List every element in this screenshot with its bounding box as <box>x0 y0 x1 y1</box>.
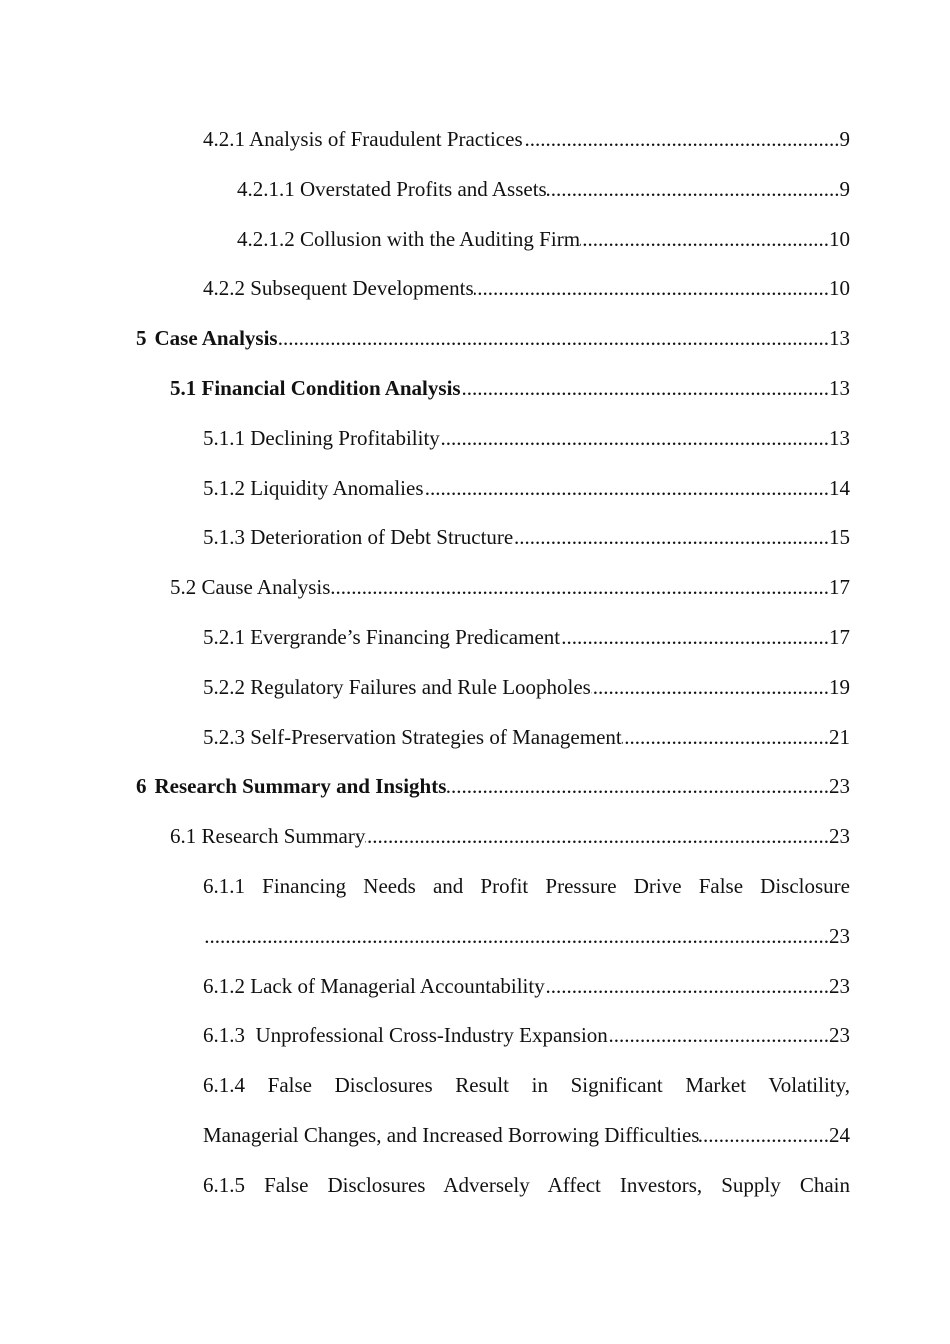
toc-entry-title: 5.1.2 Liquidity Anomalies <box>203 475 424 500</box>
toc-entry-page: 9 <box>839 127 850 151</box>
toc-entry[interactable] <box>0 524 950 574</box>
toc-entry-title: 5.1 Financial Condition Analysis <box>170 375 461 400</box>
toc-entry-page: 24 <box>829 1122 850 1147</box>
toc-entry[interactable] <box>0 126 950 176</box>
toc-entry[interactable] <box>0 275 950 325</box>
toc-entry-title-line2: Managerial Changes, and Increased Borrowing Difficulties <box>203 1122 700 1147</box>
toc-entry-title-line1: 6.1.4 False Disclosures Result in Significant Market Volatility, <box>203 1073 850 1098</box>
toc-entry-title: 5.1.3 Deterioration of Debt Structure <box>203 525 514 550</box>
toc-entry[interactable] <box>0 624 950 674</box>
toc-entry-title: 4.2.2 Subsequent Developments <box>203 276 474 301</box>
toc-entry[interactable] <box>0 475 950 525</box>
toc-chapter-entry[interactable] <box>0 325 950 375</box>
toc-entry-page: 23 <box>829 923 850 948</box>
toc-entry-page: 19 <box>829 674 850 699</box>
toc-entry-page: 13 <box>829 425 850 450</box>
toc-entry-title: 4.2.1.1 Overstated Profits and Assets <box>237 176 547 201</box>
dot-leader <box>560 624 829 650</box>
toc-entry-continuation[interactable] <box>0 1122 950 1172</box>
toc-entry[interactable] <box>0 823 950 873</box>
toc-entry-title: 6.1.3 Unprofessional Cross-Industry Expansion <box>203 1023 608 1048</box>
toc-entry-title: 4.2.1 Analysis of Fraudulent Practices <box>203 127 523 151</box>
chapter-number: 6 <box>136 774 147 799</box>
dot-leader <box>608 1022 829 1048</box>
toc-entry-title: Case Analysis <box>154 326 278 351</box>
toc-entry-page: 23 <box>829 774 850 799</box>
dot-leader <box>580 226 829 252</box>
toc-entry-page: 9 <box>839 176 850 201</box>
toc-entry-page: 21 <box>829 724 850 749</box>
dot-leader <box>622 724 829 750</box>
toc-entry-title: 5.2 Cause Analysis <box>170 575 331 600</box>
dot-leader <box>474 275 829 301</box>
toc-entry[interactable] <box>0 973 950 1023</box>
toc-entry-page: 15 <box>829 525 850 550</box>
toc-entry[interactable] <box>0 176 950 226</box>
toc-entry-page: 17 <box>829 624 850 649</box>
toc-entry-page: 17 <box>829 575 850 600</box>
toc-entry-page: 10 <box>829 226 850 251</box>
dot-leader <box>523 126 840 152</box>
toc-entry[interactable] <box>0 1022 950 1072</box>
dot-leader <box>545 973 829 999</box>
toc-entry-page: 23 <box>829 824 850 849</box>
dot-leader <box>424 475 830 501</box>
toc-entry-title: 5.1.1 Declining Profitability <box>203 425 440 450</box>
toc-entry[interactable] <box>0 1072 950 1122</box>
toc-entry-page: 23 <box>829 1023 850 1048</box>
dot-leader <box>699 1122 829 1148</box>
table-of-contents <box>0 126 950 1222</box>
dot-leader <box>461 375 829 401</box>
toc-entry-title: 6.1.1 Financing Needs and Profit Pressure Drive False Disclosure <box>203 873 850 898</box>
toc-entry-title: 5.2.2 Regulatory Failures and Rule Loopholes <box>203 674 591 699</box>
toc-entry-title: 5.2.3 Self-Preservation Strategies of Management <box>203 724 622 749</box>
toc-entry[interactable] <box>0 425 950 475</box>
toc-entry-page: 13 <box>829 326 850 351</box>
dot-leader <box>591 674 829 700</box>
toc-entry-continuation[interactable] <box>0 923 950 973</box>
toc-entry[interactable] <box>0 873 950 923</box>
dot-leader <box>330 574 829 600</box>
dot-leader <box>440 425 829 451</box>
toc-entry[interactable] <box>0 574 950 624</box>
toc-entry[interactable] <box>0 724 950 774</box>
toc-entry[interactable] <box>0 226 950 276</box>
toc-entry-title: Research Summary and Insights <box>154 774 447 799</box>
toc-entry-title: 5.2.1 Evergrande’s Financing Predicament <box>203 624 561 649</box>
dot-leader <box>446 773 829 799</box>
toc-entry[interactable] <box>0 375 950 425</box>
toc-entry-title: 6.1.5 False Disclosures Adversely Affect Investors, Supply Chain <box>203 1172 850 1197</box>
toc-entry-title: 6.1.2 Lack of Managerial Accountability <box>203 973 545 998</box>
toc-entry[interactable] <box>0 674 950 724</box>
dot-leader <box>365 823 829 849</box>
toc-entry-page: 13 <box>829 375 850 400</box>
dot-leader <box>547 176 840 202</box>
toc-entry-page: 10 <box>829 276 850 301</box>
toc-entry-page: 14 <box>829 475 850 500</box>
toc-entry-page: 23 <box>829 973 850 998</box>
toc-chapter-entry[interactable] <box>0 773 950 823</box>
dot-leader <box>513 524 829 550</box>
chapter-number: 5 <box>136 326 147 351</box>
toc-entry-title: 6.1 Research Summary <box>170 824 366 849</box>
dot-leader <box>278 325 829 351</box>
dot-leader <box>203 923 829 949</box>
toc-entry-title: 4.2.1.2 Collusion with the Auditing Firm <box>237 226 581 251</box>
toc-entry[interactable] <box>0 1172 950 1222</box>
